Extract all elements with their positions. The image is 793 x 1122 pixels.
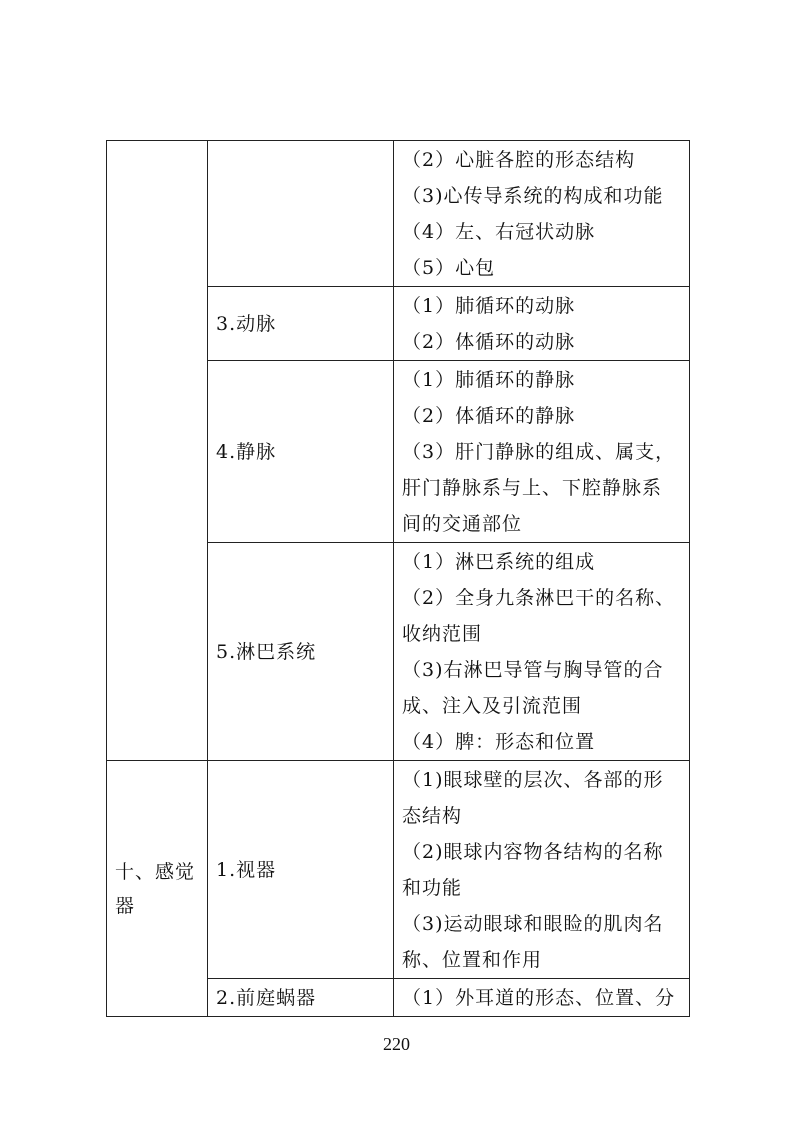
content-line: （1）外耳道的形态、位置、分 <box>402 987 676 1009</box>
syllabus-table <box>106 140 690 1017</box>
content-cell <box>394 361 690 543</box>
content-line: （3)右淋巴导管与胸导管的合 <box>402 659 664 681</box>
content-line: 间的交通部位 <box>402 513 523 535</box>
content-line: （2）心脏各腔的形态结构 <box>402 149 636 171</box>
content-line: （2）全身九条淋巴干的名称、 <box>402 587 676 609</box>
content-line: （1)眼球壁的层次、各部的形 <box>402 769 664 791</box>
content-line: 成、注入及引流范围 <box>402 695 583 717</box>
content-line: 态结构 <box>402 805 463 827</box>
content-line: （3)运动眼球和眼睑的肌肉名 <box>402 913 664 935</box>
content-cell <box>394 979 690 1017</box>
content-line: （5）心包 <box>402 257 496 279</box>
content-cell <box>394 761 690 979</box>
content-cell <box>394 543 690 761</box>
content-line: （1）肺循环的静脉 <box>402 369 576 391</box>
content-line: （3）肝门静脉的组成、属支， <box>402 441 676 463</box>
unit-label: 1.视器 <box>216 858 277 881</box>
chapter-label: 十、感觉器 <box>115 860 196 917</box>
unit-cell <box>208 979 394 1017</box>
unit-label: 3.动脉 <box>216 312 277 335</box>
table-row <box>107 141 690 287</box>
unit-cell <box>208 361 394 543</box>
unit-cell <box>208 761 394 979</box>
content-line: 和功能 <box>402 877 463 899</box>
content-line: （2）体循环的静脉 <box>402 405 576 427</box>
page-number: 220 <box>383 1034 410 1054</box>
content-line: （1）肺循环的动脉 <box>402 295 576 317</box>
unit-label: 5.淋巴系统 <box>216 640 317 663</box>
content-line: （4）脾：形态和位置 <box>402 731 596 753</box>
unit-cell <box>208 141 394 287</box>
content-line: （3)心传导系统的构成和功能 <box>402 185 664 207</box>
table-row <box>107 761 690 979</box>
unit-label: 2.前庭蜗器 <box>216 986 317 1009</box>
chapter-cell <box>107 141 208 761</box>
content-line: 肝门静脉系与上、下腔静脉系 <box>402 477 663 499</box>
content-line: 收纳范围 <box>402 623 483 645</box>
content-line: （2）体循环的动脉 <box>402 331 576 353</box>
chapter-cell <box>107 761 208 1017</box>
content-cell <box>394 141 690 287</box>
content-line: （1）淋巴系统的组成 <box>402 551 596 573</box>
unit-label: 4.静脉 <box>216 440 277 463</box>
unit-cell <box>208 543 394 761</box>
content-cell <box>394 287 690 361</box>
unit-cell <box>208 287 394 361</box>
content-line: 称、位置和作用 <box>402 949 543 971</box>
content-line: （4）左、右冠状动脉 <box>402 221 596 243</box>
content-line: （2)眼球内容物各结构的名称 <box>402 841 664 863</box>
